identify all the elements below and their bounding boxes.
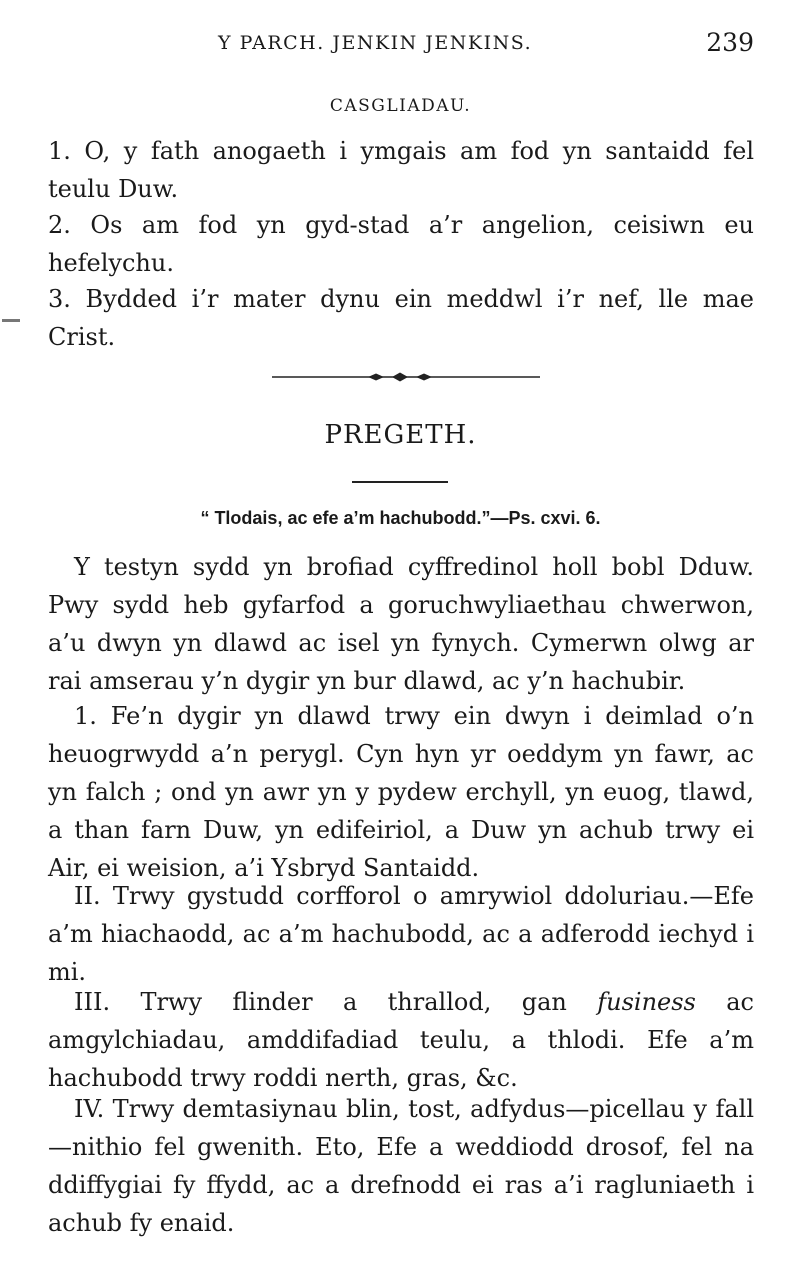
sermon-paragraph-1: 1. Fe’n dygir yn dlawd trwy ein dwyn i deimlad o’n heuogrwydd a’n perygl. Cyn hyn yr oeddym yn fawr, ac yn falch ; ond yn awr yn y pydew erchyll, yn euog, tlawd, a than farn Duw, yn edifeiriol, a Duw yn achub trwy ei Air, ei weision, a’i Ysbryd Santaidd. [48,702,754,882]
casgliad-item-1: 1. O, y fath anogaeth i ymgais am fod yn santaidd fel teulu Duw. [48,137,754,203]
running-head [48,28,758,58]
sermon-paragraph-4: IV. Trwy demtasiynau blin, tost, adfydus—picellau y fall—nithio fel gwenith. Eto, Efe a weddiodd drosof, fel na ddiffygiai fy ffydd, ac a drefnodd ei ras a’i ragluniaeth i achub fy enaid. [48,1095,754,1237]
casgliad-item-3: 3. Bydded i’r mater dynu ein meddwl i’r nef, lle mae Crist. [48,285,754,351]
epigraph: “ Tlodais, ac efe a’m hachubodd.”—Ps. cxvi. 6. [200,508,601,528]
running-title: Y PARCH. JENKIN JENKINS. [218,32,533,54]
para-3-after: ac amgylchiadau, amddifadiad teulu, a thlodi. Efe a’m hachubodd trwy roddi nerth, gras, &c. [48,988,754,1092]
page-number: 239 [706,28,754,57]
ornamental-rule [272,372,540,382]
sermon-paragraph-intro: Y testyn sydd yn brofiad cyffredinol holl bobl Dduw. Pwy sydd heb gyfarfod a goruchwyliaethau chwerwon, a’u dwyn yn dlawd ac isel yn fynych. Cymerwn olwg ar rai amserau y’n dygir yn bur dlawd, ac y’n hachubir. [48,553,754,695]
margin-mark [2,319,20,322]
sermon-title: PREGETH. [324,420,477,450]
section-heading-casgliadau: CASGLIADAU. [329,96,472,116]
para-3-before: III. Trwy flinder a thrallod, gan [74,988,598,1016]
title-rule [352,481,448,483]
para-3-italic: fusiness [597,988,696,1016]
sermon-paragraph-2: II. Trwy gystudd corfforol o amrywiol ddoluriau.—Efe a’m hiachaodd, ac a’m hachubodd, ac a adferodd iechyd i mi. [48,882,754,986]
sermon-paragraph-3 [48,983,754,1097]
casgliad-item-2: 2. Os am fod yn gyd-stad a’r angelion, ceisiwn eu hefelychu. [48,211,754,277]
